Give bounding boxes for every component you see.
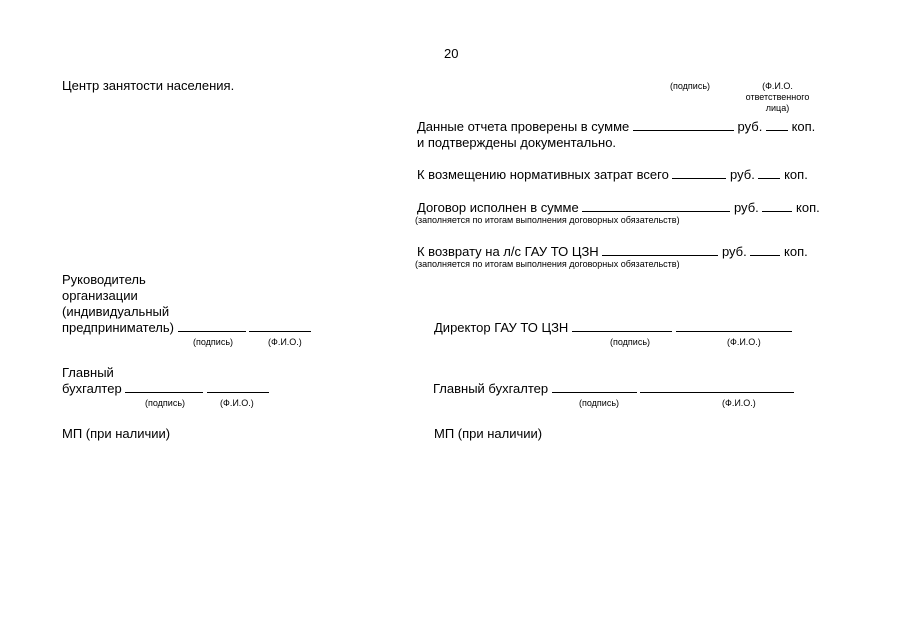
- contract-note: (заполняется по итогам выполнения договорных обязательств): [415, 215, 680, 225]
- refund-sum-field[interactable]: [602, 244, 718, 256]
- head-title-line3: (индивидуальный: [62, 304, 170, 319]
- right-accountant-podpis-caption: (подпись): [579, 398, 620, 408]
- director-label: Директор ГАУ ТО ЦЗН: [434, 320, 569, 335]
- refund-label: К возврату на л/с ГАУ ТО ЦЗН: [417, 244, 599, 259]
- head-fio-field[interactable]: [249, 320, 311, 332]
- contract-label: Договор исполнен в сумме: [417, 200, 579, 215]
- refund-note: (заполняется по итогам выполнения договорных обязательств): [415, 259, 680, 269]
- head-title-line2: организации: [62, 288, 138, 303]
- top-podpis-caption: (подпись): [670, 81, 711, 91]
- director-fio-field[interactable]: [676, 320, 792, 332]
- contract-kop-field[interactable]: [762, 200, 792, 212]
- compensation-kop-field[interactable]: [758, 167, 780, 179]
- refund-kop-field[interactable]: [750, 244, 780, 256]
- director-signature-field[interactable]: [572, 320, 672, 332]
- head-podpis-caption: (подпись): [193, 337, 234, 347]
- right-accountant-line: [433, 381, 794, 397]
- director-fio-caption: (Ф.И.О.): [727, 337, 761, 347]
- contract-kop-label: коп.: [796, 200, 820, 215]
- checked-kop-field[interactable]: [766, 119, 788, 131]
- report-checked-label: Данные отчета проверены в сумме: [417, 119, 630, 134]
- right-accountant-fio-field[interactable]: [640, 381, 794, 393]
- left-accountant-label: бухгалтер: [62, 381, 122, 396]
- checked-rub-label: руб.: [737, 119, 763, 134]
- left-accountant-fio-field[interactable]: [207, 381, 269, 393]
- head-signature-field[interactable]: [178, 320, 246, 332]
- top-fio-line3: лица): [765, 103, 790, 113]
- compensation-sum-field[interactable]: [672, 167, 726, 179]
- top-fio-caption: [730, 81, 825, 114]
- report-confirmed: и подтверждены документально.: [417, 135, 617, 150]
- left-accountant-fio-caption: (Ф.И.О.): [220, 398, 254, 408]
- head-fio-caption: (Ф.И.О.): [268, 337, 302, 347]
- compensation-kop-label: коп.: [784, 167, 808, 182]
- refund-rub-label: руб.: [721, 244, 747, 259]
- left-accountant-line1: Главный: [62, 365, 114, 380]
- refund-line: [417, 244, 808, 260]
- right-accountant-signature-field[interactable]: [552, 381, 637, 393]
- right-accountant-label: Главный бухгалтер: [433, 381, 549, 396]
- right-accountant-fio-caption: (Ф.И.О.): [722, 398, 756, 408]
- checked-kop-label: коп.: [791, 119, 816, 134]
- page-number: 20: [444, 46, 459, 61]
- report-checked-line: [417, 119, 815, 135]
- director-podpis-caption: (подпись): [610, 337, 651, 347]
- checked-sum-field[interactable]: [633, 119, 734, 131]
- contract-line: [417, 200, 820, 216]
- right-mp: МП (при наличии): [434, 426, 543, 441]
- head-title-line1: Руководитель: [62, 272, 146, 287]
- compensation-rub-label: руб.: [730, 167, 755, 182]
- contract-sum-field[interactable]: [582, 200, 730, 212]
- contract-rub-label: руб.: [733, 200, 759, 215]
- director-line: [434, 320, 792, 336]
- head-title-line4: [62, 320, 311, 336]
- compensation-line: [417, 167, 808, 183]
- left-mp: МП (при наличии): [62, 426, 171, 441]
- left-accountant-signature-field[interactable]: [125, 381, 203, 393]
- refund-kop-label: коп.: [784, 244, 808, 259]
- top-fio-line2: ответственного: [745, 92, 810, 102]
- top-fio-line1: (Ф.И.О.: [762, 81, 793, 91]
- left-accountant-podpis-caption: (подпись): [145, 398, 186, 408]
- org-name: Центр занятости населения.: [62, 78, 235, 93]
- compensation-label: К возмещению нормативных затрат всего: [417, 167, 669, 182]
- left-accountant-line2: [62, 381, 269, 397]
- head-title-label: предприниматель): [62, 320, 174, 335]
